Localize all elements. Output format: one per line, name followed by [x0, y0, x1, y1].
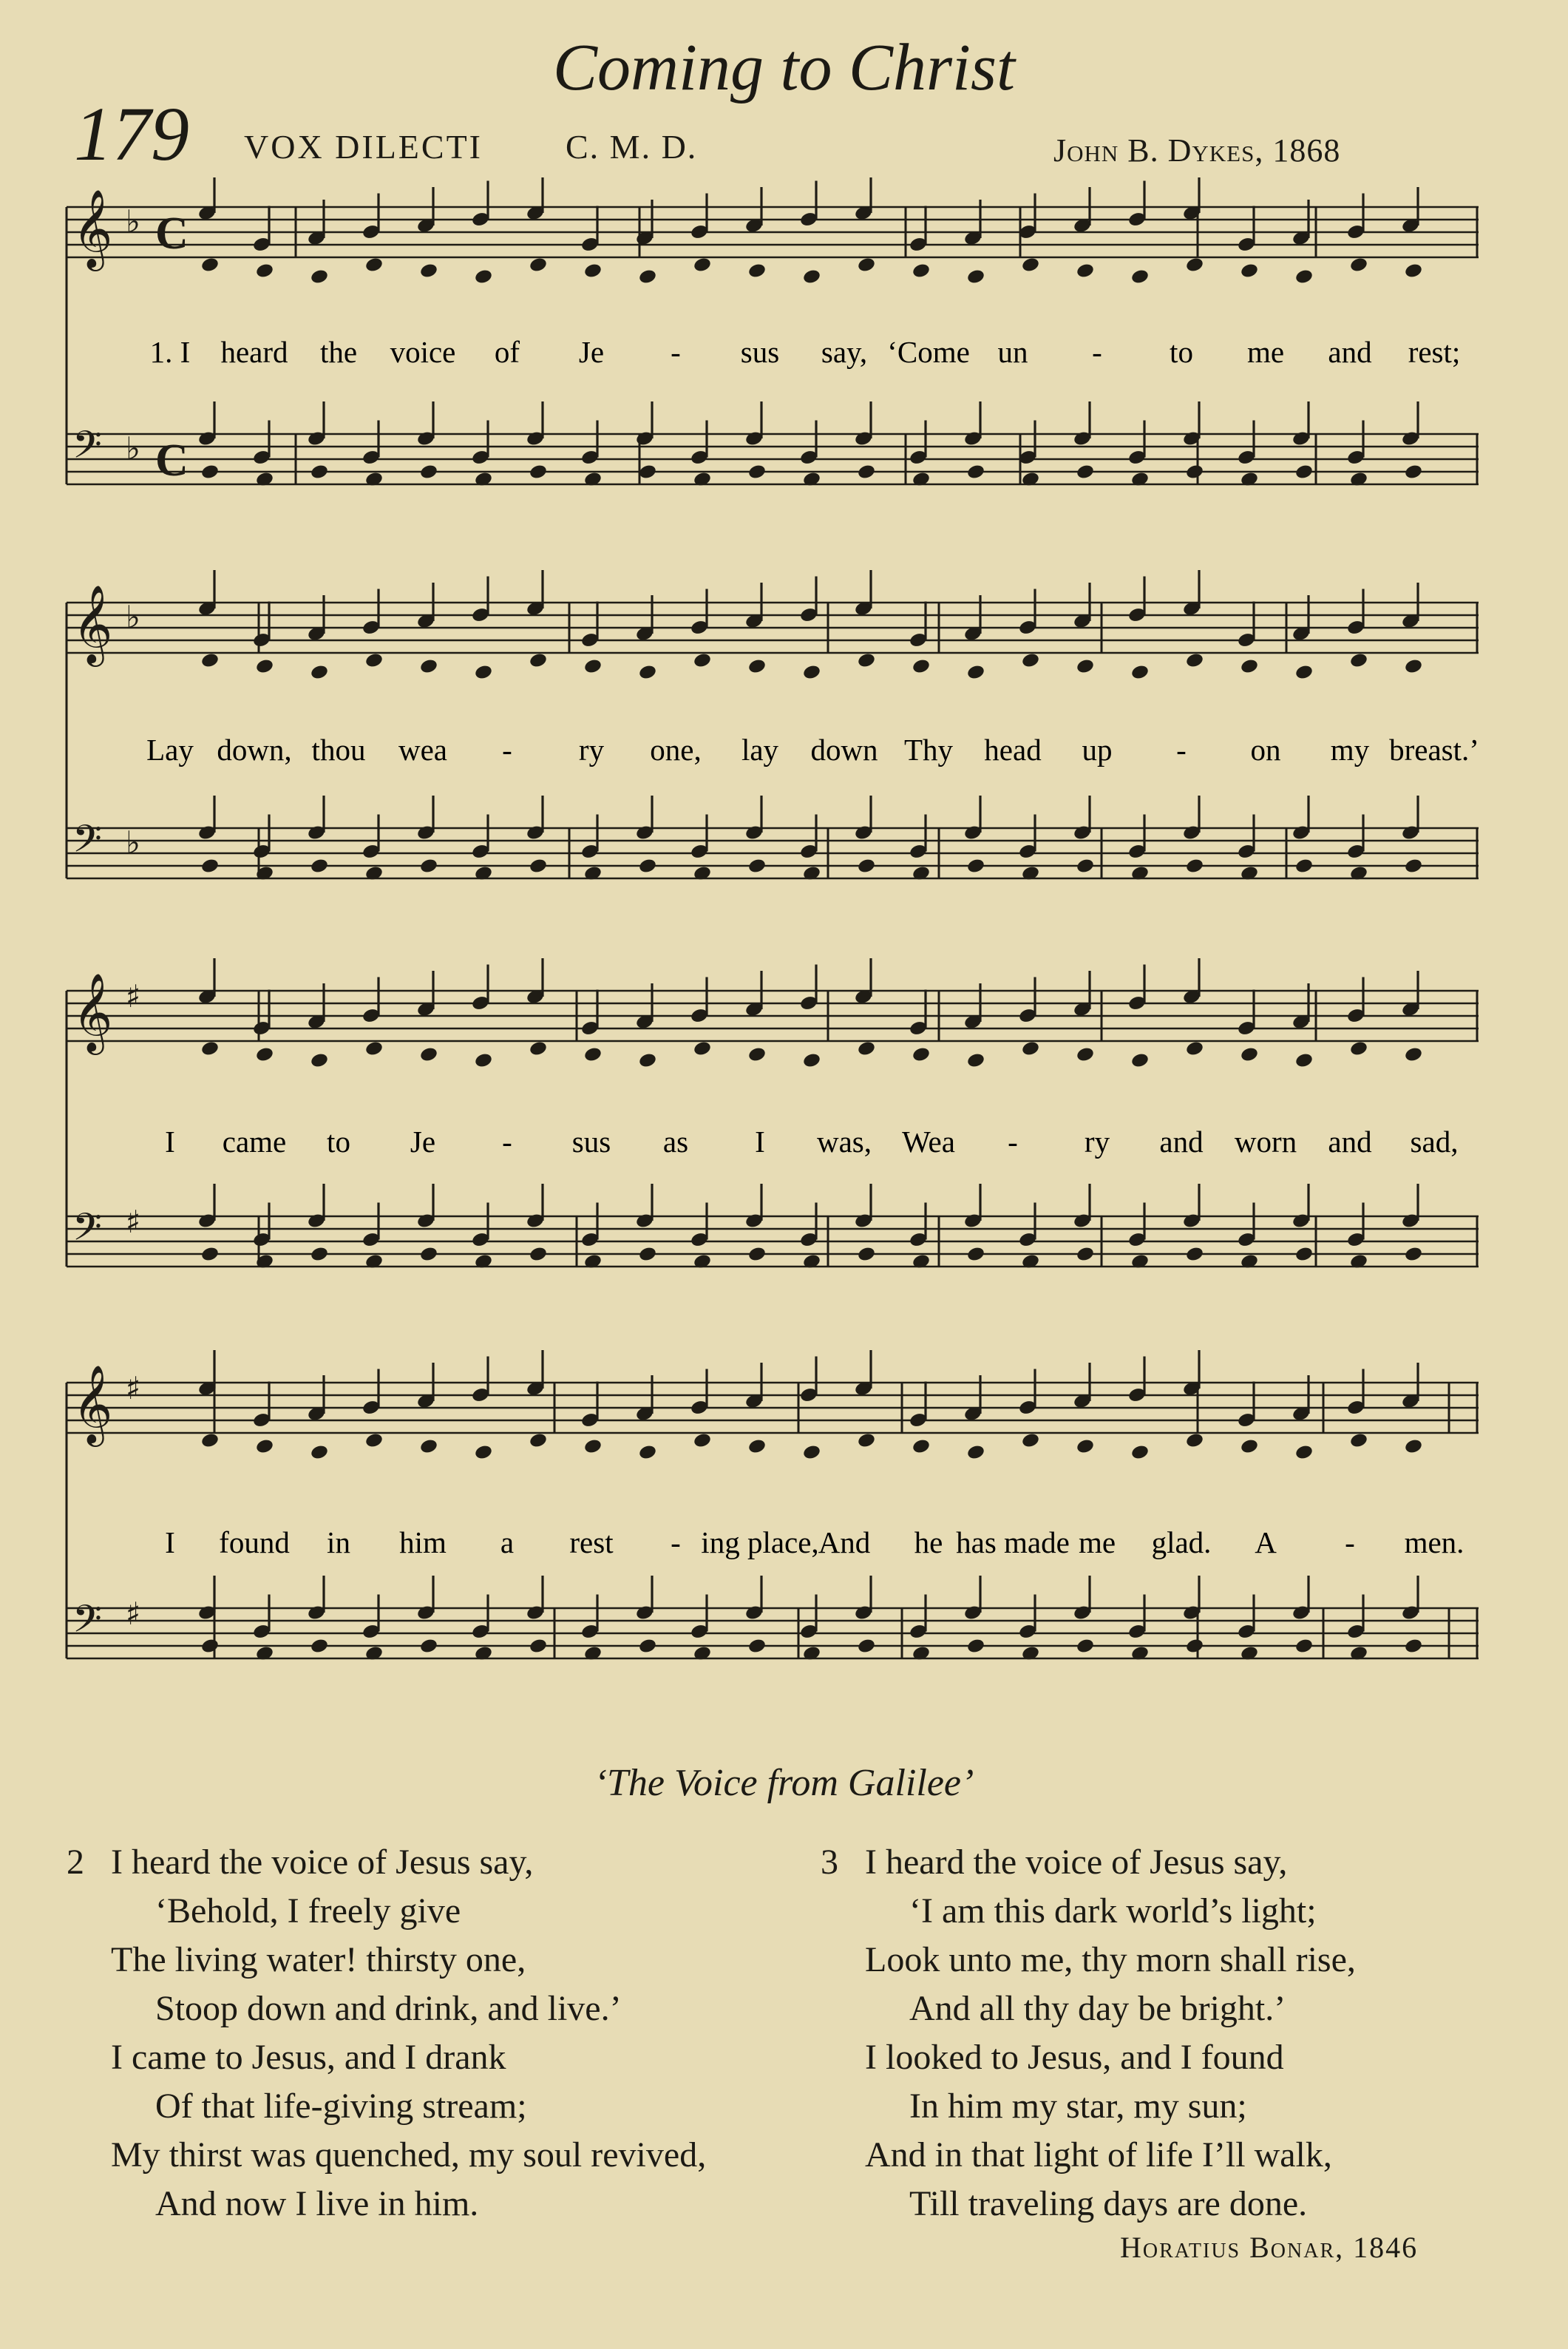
- note-head: [1130, 1052, 1150, 1069]
- note-head: [912, 1046, 931, 1063]
- lyric-syllable: came: [222, 1125, 287, 1159]
- lyric-syllable: breast.’: [1389, 733, 1479, 767]
- note-head: [638, 1638, 657, 1655]
- note-head: [1185, 652, 1204, 669]
- lyric-syllable: -: [1092, 335, 1102, 369]
- note-head: [310, 268, 329, 285]
- bass-clef-icon: 𝄢: [72, 1596, 102, 1650]
- sharp-icon: ♯: [126, 978, 141, 1014]
- bass-clef-icon: 𝄢: [72, 816, 102, 870]
- treble-clef-icon: 𝄞: [72, 189, 113, 268]
- note-head: [966, 1246, 985, 1263]
- note-head: [747, 262, 767, 279]
- note-head: [1404, 262, 1423, 279]
- lyric-syllable: and: [1328, 1125, 1372, 1159]
- note-head: [419, 464, 438, 481]
- note-head: [966, 464, 985, 481]
- verse-line: I looked to Jesus, and I found: [865, 2038, 1284, 2077]
- lyric-syllable: and: [1159, 1125, 1204, 1159]
- note-head: [200, 257, 220, 274]
- note-head: [966, 858, 985, 875]
- note-head: [255, 262, 274, 279]
- note-head: [419, 1246, 438, 1263]
- common-time-icon: C: [155, 435, 189, 486]
- lyric-syllable: And: [818, 1525, 871, 1559]
- lyric-syllable: say,: [821, 335, 868, 369]
- note-head: [419, 1046, 438, 1063]
- note-head: [255, 658, 274, 675]
- verse-number: 3: [821, 1843, 838, 1882]
- verse-line: [67, 1838, 806, 1887]
- note-head: [966, 268, 985, 285]
- note-head: [1185, 1638, 1204, 1655]
- note-head: [1349, 652, 1368, 669]
- note-head: [529, 1040, 548, 1057]
- sharp-icon: ♯: [126, 1370, 141, 1406]
- note-head: [912, 1438, 931, 1455]
- note-head: [802, 268, 821, 285]
- flat-icon: ♭: [126, 203, 140, 240]
- note-head: [1185, 858, 1204, 875]
- verse-3: [821, 1838, 1508, 2228]
- meter: C. M. D.: [566, 128, 698, 166]
- note-head: [310, 464, 329, 481]
- note-head: [1240, 262, 1259, 279]
- lyric-syllable: sad,: [1410, 1125, 1459, 1159]
- lyric-syllable: my: [1330, 733, 1370, 767]
- note-head: [1185, 464, 1204, 481]
- note-head: [1294, 1246, 1314, 1263]
- lyric-syllable: down: [810, 733, 878, 767]
- lyric-syllable: -: [1176, 733, 1187, 767]
- note-head: [419, 858, 438, 875]
- verse-line: The living water! thirsty one,: [111, 1940, 526, 1979]
- note-head: [1076, 1438, 1095, 1455]
- verse-text: I heard the voice of Jesus say,: [111, 1843, 534, 1882]
- lyric-syllable: was,: [816, 1125, 872, 1159]
- note-head: [1076, 1246, 1095, 1263]
- note-head: [857, 1432, 876, 1449]
- lyric-syllable: voice: [390, 335, 456, 369]
- note-head: [693, 1432, 712, 1449]
- lyric-syllable: ry: [1084, 1125, 1110, 1159]
- note-head: [638, 1246, 657, 1263]
- note-head: [364, 1040, 384, 1057]
- note-head: [255, 1046, 274, 1063]
- author: Horatius Bonar, 1846: [1120, 2231, 1419, 2264]
- note-head: [583, 658, 603, 675]
- common-time-icon: C: [155, 209, 189, 259]
- note-head: [1404, 1046, 1423, 1063]
- verse-line: And all thy day be bright.’: [909, 1989, 1286, 2028]
- note-head: [364, 652, 384, 669]
- note-head: [310, 1444, 329, 1461]
- lyric-syllable: ‘Come: [887, 335, 970, 369]
- lyric-syllable: sus: [740, 335, 780, 369]
- lyric-syllable: me: [1246, 335, 1285, 369]
- tune-name: VOX DILECTI: [244, 128, 483, 166]
- verse-number: 2: [67, 1843, 84, 1882]
- lyric-syllable: Je: [578, 335, 605, 369]
- note-head: [1185, 1432, 1204, 1449]
- note-head: [583, 1438, 603, 1455]
- lyric-syllable: lay: [741, 733, 779, 767]
- note-head: [1076, 858, 1095, 875]
- lyric-syllable: to: [327, 1125, 350, 1159]
- note-head: [583, 262, 603, 279]
- lyric-syllable: ry: [578, 733, 605, 767]
- note-head: [1076, 658, 1095, 675]
- lyric-syllable: wea: [398, 733, 448, 767]
- note-head: [200, 1246, 220, 1263]
- lyric-syllable: on: [1250, 733, 1281, 767]
- note-head: [474, 1052, 493, 1069]
- note-head: [747, 1638, 767, 1655]
- lyric-syllable: to: [1170, 335, 1193, 369]
- lyric-syllable: I: [165, 1525, 175, 1559]
- verse-2: [67, 1838, 806, 2228]
- lyric-syllable: he: [914, 1525, 943, 1559]
- note-head: [693, 257, 712, 274]
- note-head: [857, 858, 876, 875]
- note-head: [1404, 1638, 1423, 1655]
- lyric-syllable: head: [984, 733, 1042, 767]
- verse-line: In him my star, my sun;: [909, 2087, 1247, 2126]
- note-head: [1130, 664, 1150, 681]
- note-head: [747, 658, 767, 675]
- section-title: Coming to Christ: [552, 31, 1016, 104]
- verse-line: I came to Jesus, and I drank: [111, 2038, 506, 2077]
- note-head: [857, 464, 876, 481]
- note-head: [1130, 1444, 1150, 1461]
- note-head: [583, 1046, 603, 1063]
- note-head: [638, 664, 657, 681]
- note-head: [200, 464, 220, 481]
- note-head: [1294, 1052, 1314, 1069]
- lyric-syllable: -: [502, 733, 512, 767]
- note-head: [1294, 664, 1314, 681]
- sharp-icon: ♯: [126, 1204, 141, 1240]
- treble-clef-icon: 𝄞: [72, 584, 113, 663]
- composer: John B. Dykes, 1868: [1053, 132, 1341, 169]
- lyric-syllable: rest: [569, 1525, 614, 1559]
- note-head: [474, 268, 493, 285]
- lyric-syllable: rest;: [1408, 335, 1461, 369]
- note-head: [255, 1438, 274, 1455]
- note-head: [200, 1432, 220, 1449]
- note-head: [529, 1246, 548, 1263]
- verse-line: ‘I am this dark world’s light;: [909, 1891, 1317, 1931]
- lyric-syllable: -: [502, 1125, 512, 1159]
- note-head: [747, 858, 767, 875]
- lyric-syllable: -: [1008, 1125, 1018, 1159]
- note-head: [1240, 658, 1259, 675]
- sharp-icon: ♯: [126, 1596, 141, 1632]
- lyric-syllable: thou: [311, 733, 366, 767]
- lyric-syllable: him: [399, 1525, 447, 1559]
- note-head: [200, 1040, 220, 1057]
- note-head: [1185, 1246, 1204, 1263]
- verse-line: ‘Behold, I freely give: [155, 1891, 461, 1931]
- note-head: [747, 464, 767, 481]
- note-head: [1294, 858, 1314, 875]
- lyric-syllable: me: [1078, 1525, 1116, 1559]
- note-head: [638, 464, 657, 481]
- note-head: [1076, 1638, 1095, 1655]
- lyric-syllable: a: [500, 1525, 515, 1559]
- verse-line: [821, 1838, 1508, 1887]
- note-head: [529, 1432, 548, 1449]
- note-head: [747, 1046, 767, 1063]
- note-head: [1076, 262, 1095, 279]
- note-head: [310, 858, 329, 875]
- note-head: [529, 257, 548, 274]
- lyric-syllable: of: [494, 335, 520, 369]
- note-head: [1021, 1432, 1040, 1449]
- lyric-syllable: found: [219, 1525, 290, 1559]
- lyric-syllable: heard: [220, 335, 288, 369]
- note-head: [529, 464, 548, 481]
- note-head: [638, 858, 657, 875]
- note-head: [1240, 1046, 1259, 1063]
- treble-clef-icon: 𝄞: [72, 1364, 113, 1443]
- note-head: [310, 1246, 329, 1263]
- note-head: [364, 1432, 384, 1449]
- note-head: [966, 1052, 985, 1069]
- note-head: [857, 652, 876, 669]
- note-head: [419, 262, 438, 279]
- note-head: [1404, 1438, 1423, 1455]
- note-head: [1404, 464, 1423, 481]
- music-score: [59, 177, 1486, 1730]
- lyric-syllable: I: [165, 1125, 175, 1159]
- note-head: [802, 1052, 821, 1069]
- lyric-syllable: 1. I: [149, 335, 191, 369]
- bass-clef-icon: 𝄢: [72, 1204, 102, 1258]
- note-head: [857, 1246, 876, 1263]
- note-head: [419, 1638, 438, 1655]
- note-head: [1021, 652, 1040, 669]
- note-head: [857, 1040, 876, 1057]
- verse-line: Look unto me, thy morn shall rise,: [865, 1940, 1356, 1979]
- note-head: [693, 652, 712, 669]
- lyric-syllable: ing place,: [701, 1525, 819, 1559]
- note-head: [1294, 1638, 1314, 1655]
- lyric-syllable: down,: [217, 733, 292, 767]
- flat-icon: ♭: [126, 430, 140, 467]
- note-head: [529, 858, 548, 875]
- note-head: [912, 658, 931, 675]
- note-head: [310, 664, 329, 681]
- lyric-syllable: Thy: [903, 733, 954, 767]
- verse-line: My thirst was quenched, my soul revived,: [111, 2135, 707, 2175]
- note-head: [1349, 1040, 1368, 1057]
- lyric-syllable: the: [319, 335, 358, 369]
- note-head: [693, 1040, 712, 1057]
- note-head: [364, 257, 384, 274]
- note-head: [747, 1246, 767, 1263]
- note-head: [857, 1638, 876, 1655]
- lyric-syllable: one,: [650, 733, 702, 767]
- hymn-number: 179: [74, 92, 189, 177]
- note-head: [1130, 268, 1150, 285]
- lyric-syllable: as: [662, 1125, 689, 1159]
- lyric-syllable: Je: [410, 1125, 436, 1159]
- note-head: [1294, 1444, 1314, 1461]
- lyric-syllable: Lay: [146, 733, 194, 767]
- flat-icon: ♭: [126, 824, 140, 861]
- note-head: [912, 262, 931, 279]
- note-head: [1021, 257, 1040, 274]
- note-head: [1294, 268, 1314, 285]
- note-head: [1349, 1432, 1368, 1449]
- lyric-syllable: A: [1255, 1525, 1277, 1559]
- note-head: [857, 257, 876, 274]
- note-head: [200, 652, 220, 669]
- note-head: [966, 664, 985, 681]
- hymn-subtitle: ‘The Voice from Galilee’: [594, 1762, 974, 1804]
- note-head: [966, 1444, 985, 1461]
- note-head: [1076, 464, 1095, 481]
- bass-clef-icon: 𝄢: [72, 422, 102, 476]
- note-head: [474, 1444, 493, 1461]
- lyric-syllable: un: [997, 335, 1028, 369]
- note-head: [474, 664, 493, 681]
- lyric-syllable: has made: [956, 1525, 1070, 1559]
- verse-text: I heard the voice of Jesus say,: [865, 1843, 1288, 1882]
- lyric-syllable: Wea: [902, 1125, 955, 1159]
- verse-line: Of that life-giving stream;: [155, 2087, 527, 2126]
- note-head: [200, 858, 220, 875]
- note-head: [1185, 1040, 1204, 1057]
- note-head: [1349, 257, 1368, 274]
- note-head: [1404, 658, 1423, 675]
- verse-line: Stoop down and drink, and live.’: [155, 1989, 622, 2028]
- note-head: [419, 1438, 438, 1455]
- note-head: [1404, 1246, 1423, 1263]
- note-head: [638, 268, 657, 285]
- note-head: [638, 1444, 657, 1461]
- verse-line: Till traveling days are done.: [909, 2184, 1308, 2223]
- note-head: [529, 1638, 548, 1655]
- note-head: [1021, 1040, 1040, 1057]
- lyric-syllable: and: [1328, 335, 1372, 369]
- note-head: [419, 658, 438, 675]
- note-head: [1076, 1046, 1095, 1063]
- verse-line: And in that light of life I’ll walk,: [865, 2135, 1332, 2175]
- note-head: [200, 1638, 220, 1655]
- note-head: [1240, 1438, 1259, 1455]
- note-head: [802, 664, 821, 681]
- lyric-syllable: up: [1082, 733, 1113, 767]
- lyric-syllable: in: [327, 1525, 350, 1559]
- note-head: [529, 652, 548, 669]
- treble-clef-icon: 𝄞: [72, 972, 113, 1051]
- lyric-syllable: I: [755, 1125, 765, 1159]
- lyric-syllable: -: [671, 1525, 681, 1559]
- flat-icon: ♭: [126, 599, 140, 635]
- verse-line: And now I live in him.: [155, 2184, 479, 2223]
- lyric-syllable: glad.: [1151, 1525, 1212, 1559]
- lyric-syllable: sus: [571, 1125, 611, 1159]
- lyric-syllable: -: [671, 335, 681, 369]
- note-head: [966, 1638, 985, 1655]
- lyric-syllable: worn: [1234, 1125, 1297, 1159]
- lyric-syllable: men.: [1404, 1525, 1465, 1559]
- note-head: [310, 1638, 329, 1655]
- note-head: [1185, 257, 1204, 274]
- note-head: [747, 1438, 767, 1455]
- lyric-syllable: -: [1345, 1525, 1355, 1559]
- note-head: [1294, 464, 1314, 481]
- note-head: [802, 1444, 821, 1461]
- note-head: [638, 1052, 657, 1069]
- note-head: [1404, 858, 1423, 875]
- note-head: [310, 1052, 329, 1069]
